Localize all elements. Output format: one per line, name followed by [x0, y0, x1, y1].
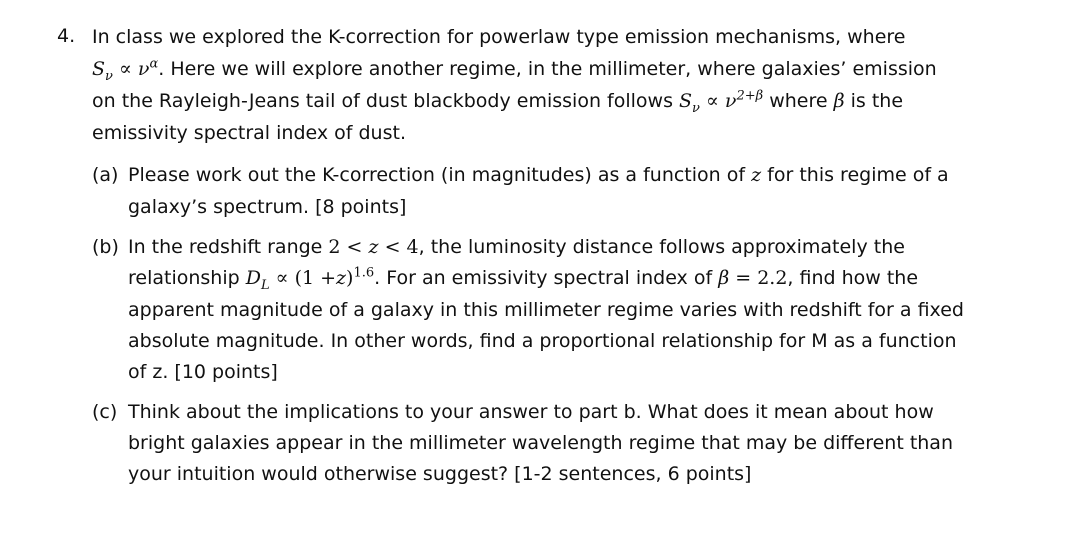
intro-line-2: $S_\nu \propto \nu^\alpha$. Here we will explore another regime, in the millimeter, where galaxies’ emission	[92, 56, 937, 84]
part-b-line-3: apparent magnitude of a galaxy in this millimeter regime varies with redshift for a fixed	[128, 299, 964, 321]
part-b-line-1: In the redshift range 2 < z < 4, the luminosity distance follows approximately the	[128, 236, 905, 258]
part-b-line-4: absolute magnitude. In other words, find a proportional relationship for M as a function	[128, 330, 957, 352]
part-c-line-3: your intuition would otherwise suggest? [1-2 sentences, 6 points]	[128, 463, 752, 485]
problem-number: 4.	[57, 25, 76, 47]
part-a-line-2: galaxy’s spectrum. [8 points]	[128, 196, 407, 218]
part-c-label: (c)	[92, 401, 118, 423]
part-b-line-2: relationship $D_L \propto (1 +z)^{1.6}$. For an emissivity spectral index of β = 2.2, find how the	[128, 265, 919, 293]
intro-line-4: emissivity spectral index of dust.	[92, 122, 406, 144]
part-b-label: (b)	[92, 236, 119, 258]
part-c-line-1: Think about the implications to your answer to part b. What does it mean about how	[128, 401, 934, 423]
part-b-line-5: of z. [10 points]	[128, 361, 278, 383]
part-c-line-2: bright galaxies appear in the millimeter wavelength regime that may be different than	[128, 432, 953, 454]
intro-line-3: on the Rayleigh-Jeans tail of dust blackbody emission follows $S_\nu \propto \nu^{2+\beta}$ where β is the	[92, 88, 904, 116]
part-a-label: (a)	[92, 164, 119, 186]
part-a-line-1: Please work out the K-correction (in magnitudes) as a function of z for this regime of a	[128, 164, 949, 186]
intro-line-1: In class we explored the K-correction for powerlaw type emission mechanisms, where	[92, 26, 906, 48]
